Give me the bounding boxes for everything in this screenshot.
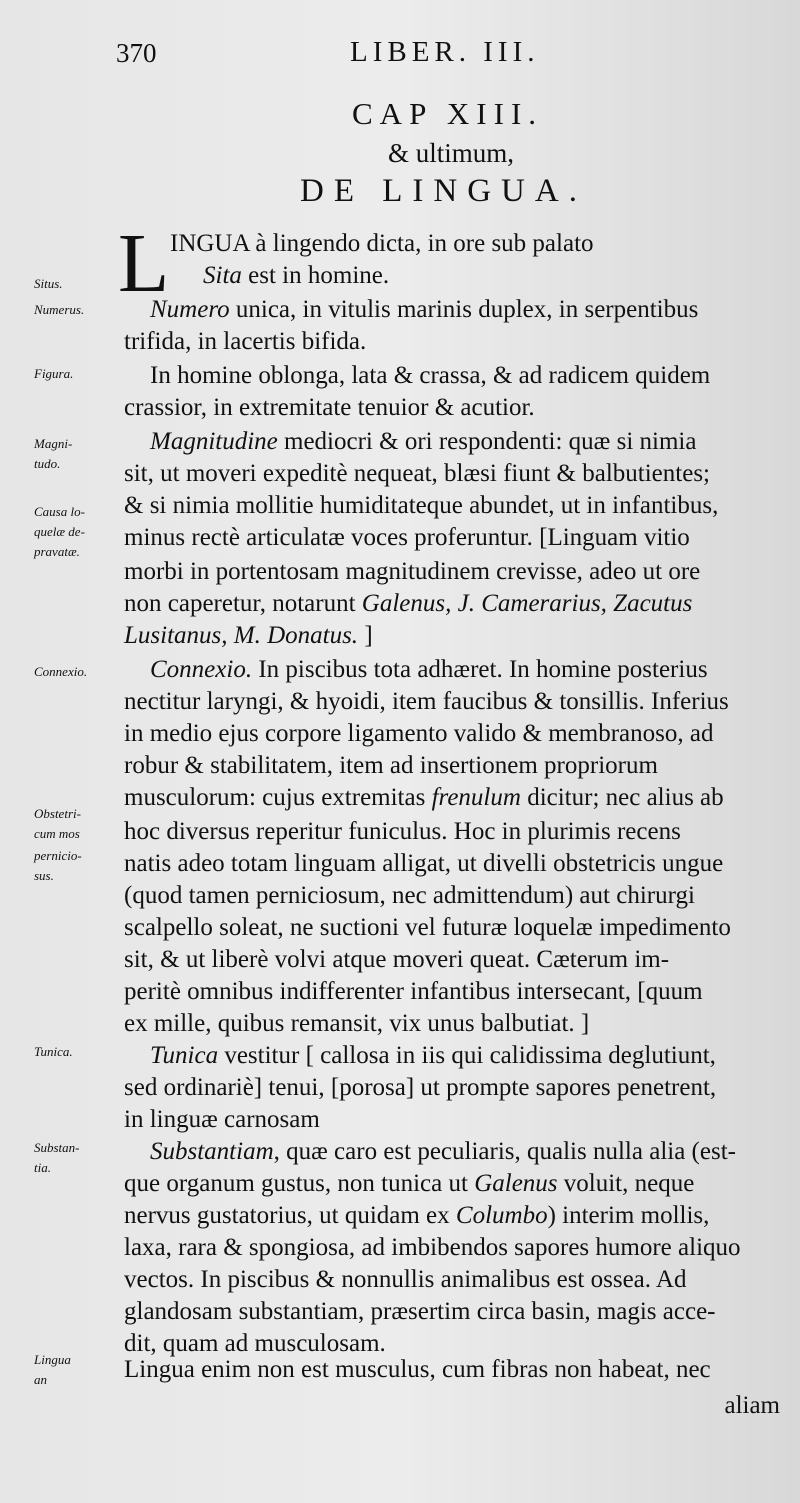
margin-note-substantia-1: Substan- <box>34 1140 80 1155</box>
margin-note-magnitudo-1: Magni- <box>34 436 73 451</box>
text-line-30: que organum gustus, non tunica ut Galenus voluit, neque <box>124 1170 695 1197</box>
text-line-18: musculorum: cujus extremitas frenulum dicitur; nec alius ab <box>124 784 724 811</box>
margin-note-situs: Situs. <box>34 276 63 291</box>
text-line-22: scalpello soleat, ne suctioni vel futuræ loquelæ impedimento <box>124 914 731 941</box>
chapter-subtitle: & ultimum, <box>388 138 515 168</box>
text-line-36: Lingua enim non est musculus, cum fibras non habeat, nec <box>124 1356 711 1383</box>
running-head: LIBER. III. <box>350 36 540 68</box>
drop-cap: L <box>118 217 170 310</box>
margin-note-figura: Figura. <box>34 366 74 381</box>
margin-note-numerus: Numerus. <box>34 302 85 317</box>
margin-note-substantia-2: tia. <box>34 1160 51 1175</box>
chapter-heading: CAP XIII. <box>352 96 544 131</box>
text-line-26: Tunica vestitur [ callosa in iis qui calidissima deglutiunt, <box>150 1042 716 1069</box>
margin-note-obstet-4: sus. <box>34 868 54 883</box>
text-line-31: nervus gustatorius, ut quidam ex Columbo) interim mollis, <box>124 1202 710 1229</box>
text-line-13: Lusitanus, M. Donatus. ] <box>124 622 373 649</box>
text-line-3: Numero unica, in vitulis marinis duplex, in serpentibus <box>150 296 699 323</box>
text-line-2: Sita est in homine. <box>203 262 390 289</box>
text-line-16: in medio ejus corpore ligamento valido & membranoso, ad <box>124 720 714 747</box>
margin-note-causa-2: quelæ de- <box>34 524 85 539</box>
text-line-14: Connexio. In piscibus tota adhæret. In homine posterius <box>150 656 708 683</box>
margin-note-causa-1: Causa lo- <box>34 504 85 519</box>
text-line-9: & si nimia mollitie humiditateque abundet, ut in infantibus, <box>124 492 719 519</box>
margin-note-obstet-2: cum mos <box>34 826 80 841</box>
catchword: aliam <box>724 1392 780 1419</box>
text-line-20: natis adeo totam linguam alligat, ut divelli obstetricis ungue <box>124 850 724 877</box>
text-line-4: trifida, in lacertis bifida. <box>124 328 367 355</box>
page-number: 370 <box>116 38 157 68</box>
margin-note-obstet-1: Obstetri- <box>34 806 81 821</box>
text-line-21: (quod tamen perniciosum, nec admittendum) aut chirurgi <box>124 882 695 909</box>
text-line-25: ex mille, quibus remansit, vix unus balbutiat. ] <box>124 1010 590 1037</box>
text-line-23: sit, & ut liberè volvi atque moveri queat. Cæterum im- <box>124 946 670 973</box>
margin-note-lingua-2: an <box>34 1372 47 1387</box>
text-line-27: sed ordinariè] tenui, [porosa] ut prompte sapores penetrent, <box>124 1074 717 1101</box>
text-line-35: dit, quam ad musculosam. <box>124 1330 386 1357</box>
text-line-29: Substantiam, quæ caro est peculiaris, qualis nulla alia (est- <box>150 1138 736 1165</box>
text-line-33: vectos. In piscibus & nonnullis animalibus est ossea. Ad <box>124 1266 687 1293</box>
margin-note-magnitudo-2: tudo. <box>34 456 61 471</box>
text-line-15: nectitur laryngi, & hyoidi, item faucibus & tonsillis. Inferius <box>124 688 729 715</box>
text-line-12: non caperetur, notarunt Galenus, J. Camerarius, Zacutus <box>124 590 693 617</box>
chapter-title: DE LINGUA. <box>300 173 587 209</box>
margin-note-obstet-3: pernicio- <box>34 848 82 863</box>
margin-note-tunica: Tunica. <box>34 1044 73 1059</box>
text-line-10: minus rectè articulatæ voces proferuntur. [Linguam vitio <box>124 524 690 551</box>
text-line-11: morbi in portentosam magnitudinem crevisse, adeo ut ore <box>124 558 701 585</box>
margin-note-lingua-1: Lingua <box>34 1352 71 1367</box>
text-line-7: Magnitudine mediocri & ori respondenti: quæ si nimia <box>150 428 697 455</box>
text-line-34: glandosam substantiam, præsertim circa basin, magis acce- <box>124 1298 716 1325</box>
text-line-5: In homine oblonga, lata & crassa, & ad radicem quidem <box>150 362 711 389</box>
margin-note-connexio: Connexio. <box>34 664 88 679</box>
text-line-1: INGUA à lingendo dicta, in ore sub palato <box>170 230 594 257</box>
text-line-28: in linguæ carnosam <box>124 1106 320 1133</box>
text-line-17: robur & stabilitatem, item ad insertionem propriorum <box>124 752 658 779</box>
text-line-24: peritè omnibus indifferenter infantibus intersecant, [quum <box>124 978 703 1005</box>
text-line-6: crassior, in extremitate tenuior & acutior. <box>124 394 535 421</box>
text-line-8: sit, ut moveri expeditè nequeat, blæsi fiunt & balbutientes; <box>124 460 710 487</box>
text-line-32: laxa, rara & spongiosa, ad imbibendos sapores humore aliquo <box>124 1234 741 1261</box>
text-line-19: hoc diversus reperitur funiculus. Hoc in plurimis recens <box>124 818 681 845</box>
margin-note-causa-3: pravatæ. <box>34 544 80 559</box>
